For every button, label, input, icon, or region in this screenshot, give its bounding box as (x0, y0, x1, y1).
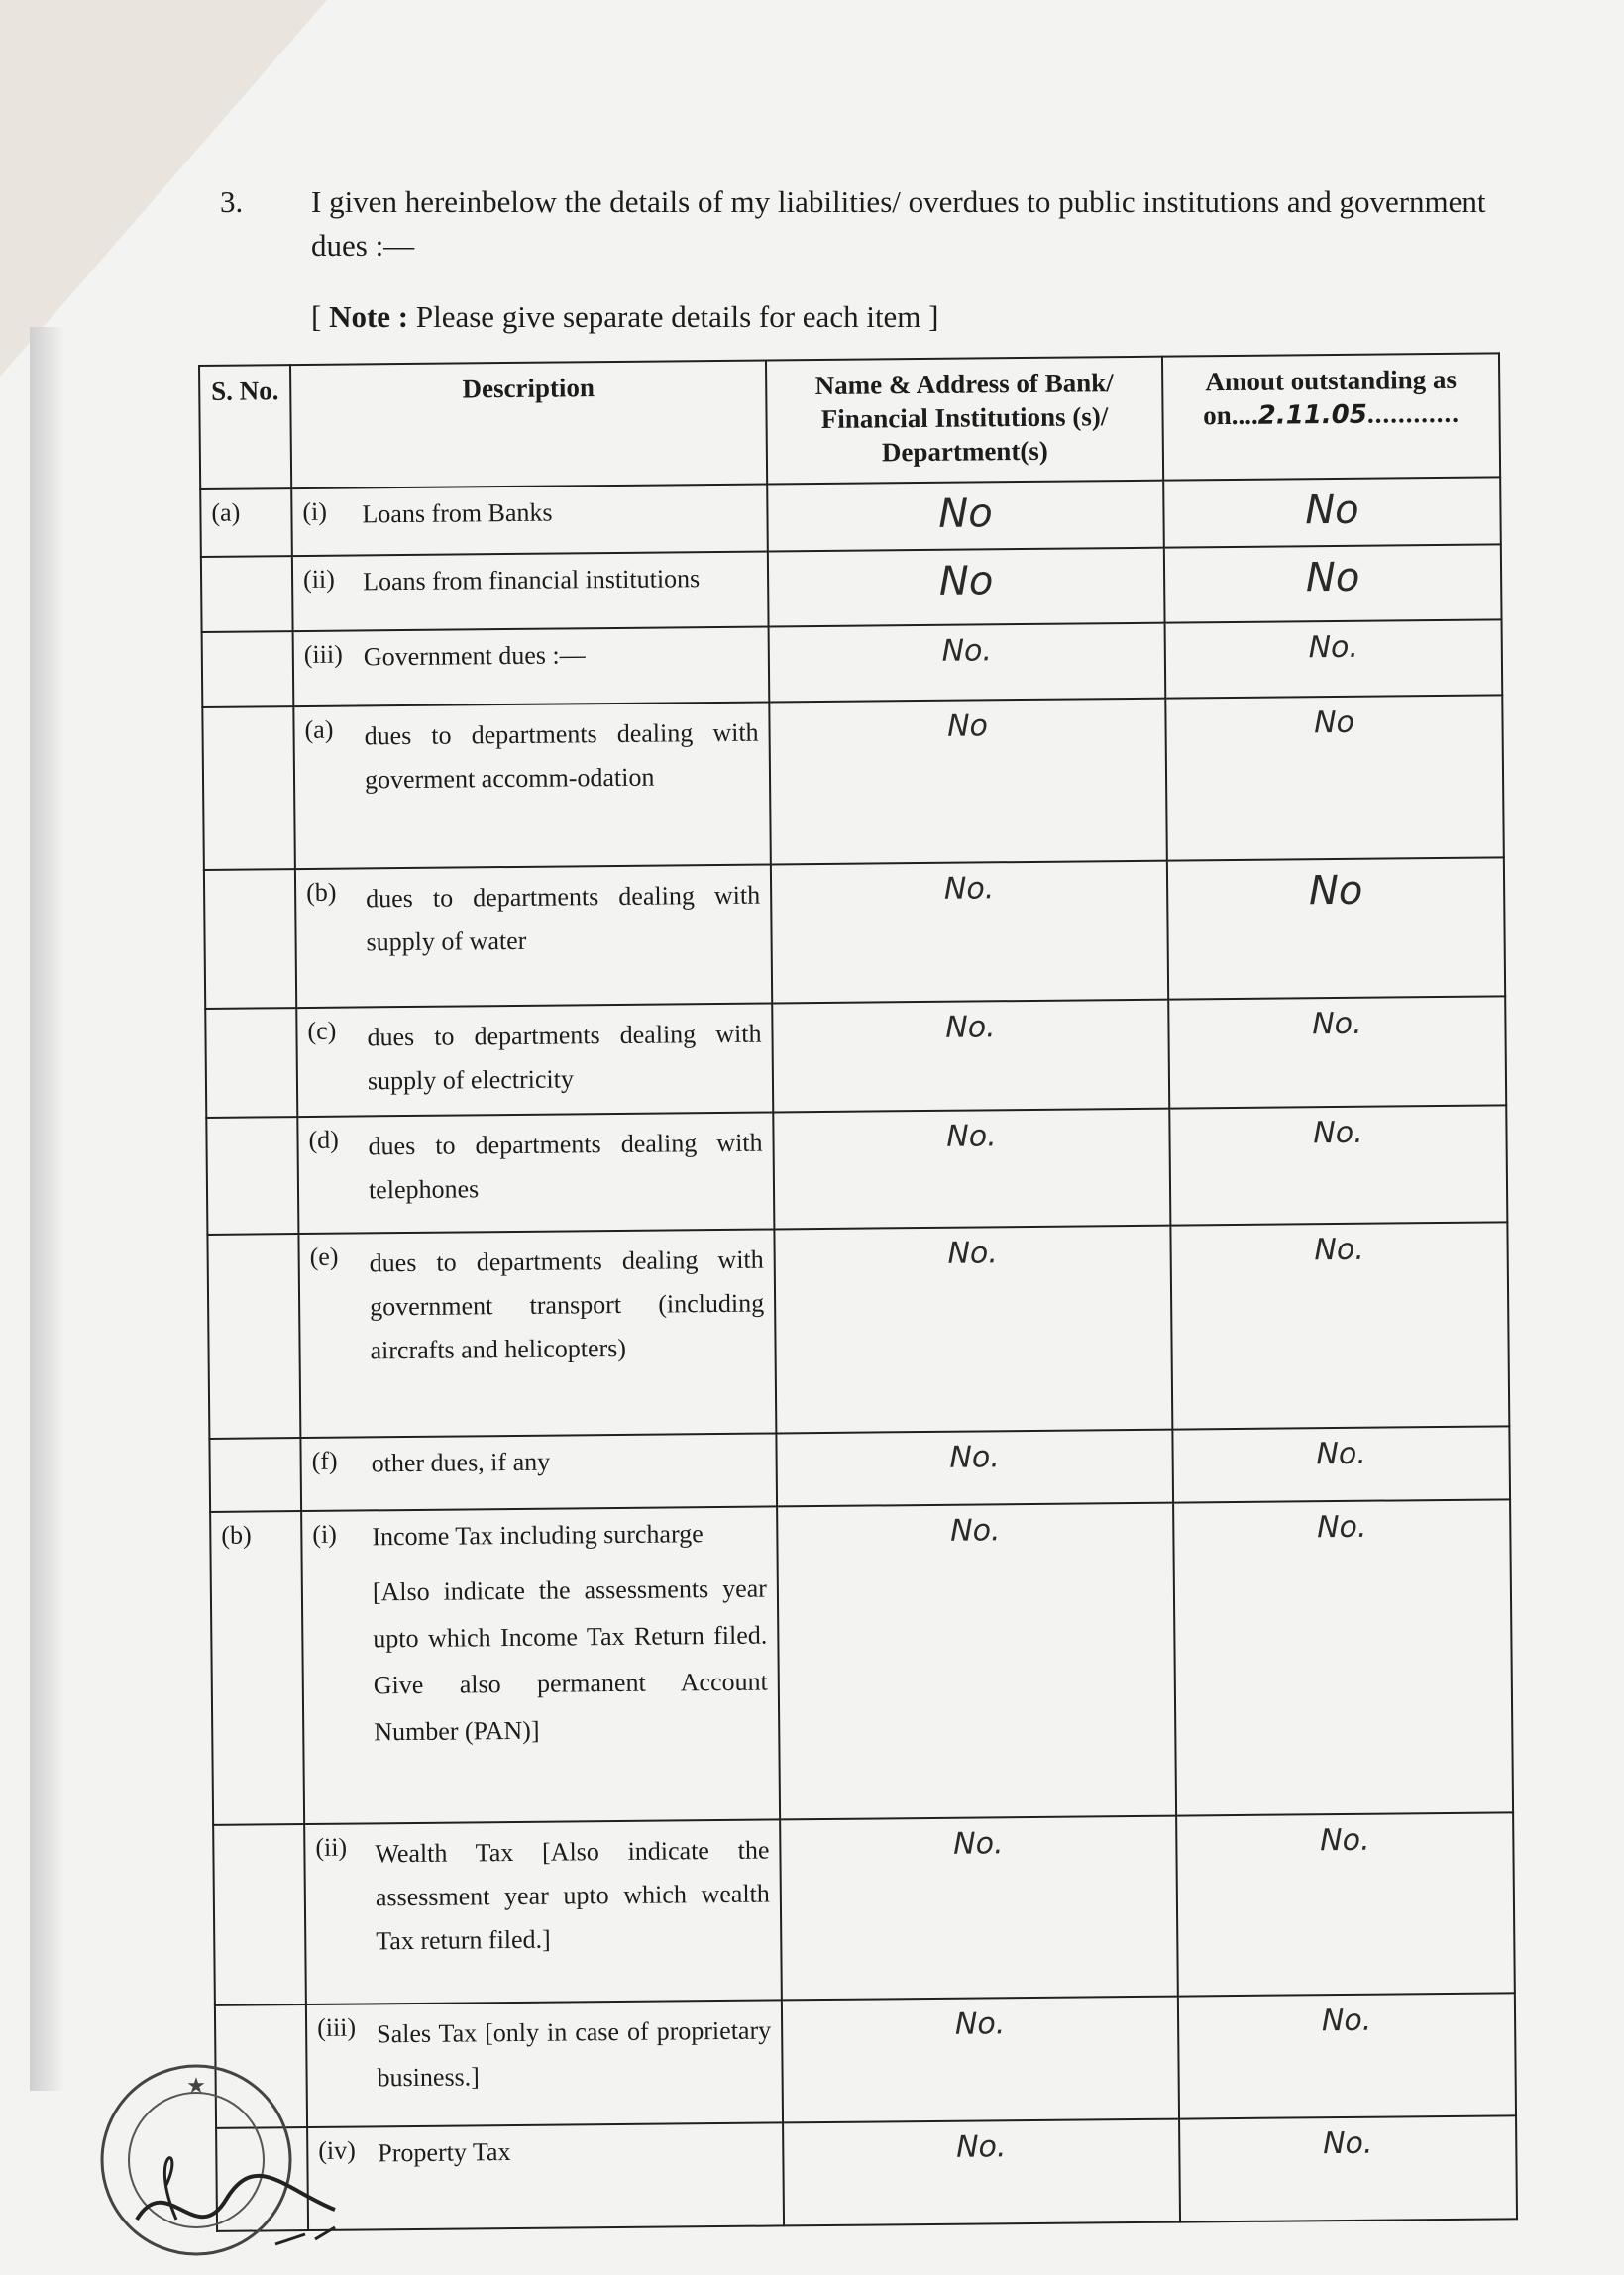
handwritten-amount: No. (1176, 1812, 1515, 1996)
handwritten-bank: No. (783, 2119, 1180, 2226)
handwritten-amount: No (1167, 857, 1505, 999)
group-label: (a) (200, 488, 292, 557)
table-row: (iii) Government dues :— No. No. (202, 619, 1503, 707)
official-seal-and-signature (77, 2021, 375, 2259)
header-description: Description (290, 360, 767, 488)
section-number: 3. (220, 184, 244, 219)
handwritten-bank: No. (773, 1109, 1170, 1230)
handwritten-bank: No. (774, 1226, 1172, 1434)
header-bank: Name & Address of Bank/ Financial Institutions (s)/ Department(s) (766, 357, 1163, 485)
handwritten-amount: No. (1173, 1499, 1513, 1815)
table-row: (d) dues to departments dealing with telephones No. No. (206, 1105, 1507, 1235)
handwritten-amount: No (1164, 544, 1502, 622)
table-row: (ii) Loans from financial institutions No No (201, 544, 1502, 632)
table-row: (a) dues to departments dealing with goverment accomm-odation No No (202, 695, 1504, 870)
handwritten-bank: No (767, 481, 1164, 552)
handwritten-amount: No. (1179, 2115, 1517, 2221)
handwritten-amount: No. (1178, 1993, 1516, 2118)
handwritten-amount: No. (1170, 1222, 1509, 1429)
handwritten-bank: No. (776, 1430, 1173, 1507)
handwritten-bank: No. (772, 1000, 1169, 1113)
table-row: (b) (i) Income Tax including surcharge [Also indicate the assessments year upto which Income Tax Return filed. Give also permanent Account Number (PAN)] No. No. (210, 1499, 1513, 1825)
table-row: (iv) Property Tax No. No. (216, 2115, 1517, 2231)
table-row: (e) dues to departments dealing with government transport (including aircrafts and helicopters) No. No. (207, 1222, 1509, 1439)
header-amount: Amout outstanding as on....2.11.05............ (1162, 353, 1500, 480)
handwritten-amount: No. (1168, 996, 1506, 1108)
handwritten-amount: No. (1172, 1426, 1510, 1502)
handwritten-bank: No. (769, 623, 1166, 703)
handwritten-amount: No (1165, 695, 1504, 860)
handwritten-amount: No. (1165, 619, 1503, 698)
folded-corner (0, 0, 327, 377)
svg-text:★: ★ (186, 2074, 206, 2099)
table-row: (c) dues to departments dealing with supply of electricity No. No. (205, 996, 1506, 1118)
section-text: I given hereinbelow the details of my liabilities/ overdues to public institutions and government dues :— (311, 184, 1486, 263)
table-row: (b) dues to departments dealing with supply of water No. No (204, 857, 1505, 1009)
note: [ Note : Please give separate details for each item ] (311, 299, 939, 334)
handwritten-bank: No (769, 699, 1167, 865)
table-row: (a) (i) Loans from Banks No No (200, 477, 1501, 557)
table-row: (iii) Sales Tax [only in case of proprietary business.] No. No. (215, 1993, 1516, 2128)
binding-shadow (30, 327, 65, 2091)
handwritten-amount: No. (1169, 1105, 1507, 1225)
table-row: (ii) Wealth Tax [Also indicate the assessment year upto which wealth Tax return filed.] No. No. (213, 1812, 1515, 2005)
handwritten-bank: No. (771, 861, 1168, 1004)
handwritten-bank: No. (777, 1503, 1176, 1820)
table-row: (f) other dues, if any No. No. (209, 1426, 1510, 1512)
handwritten-bank: No (768, 548, 1165, 627)
handwritten-bank: No. (782, 1997, 1179, 2123)
header-sno: S. No. (199, 365, 291, 489)
handwritten-bank: No. (780, 1816, 1178, 2001)
handwritten-amount: No (1163, 477, 1501, 547)
liabilities-table (198, 352, 1518, 2232)
